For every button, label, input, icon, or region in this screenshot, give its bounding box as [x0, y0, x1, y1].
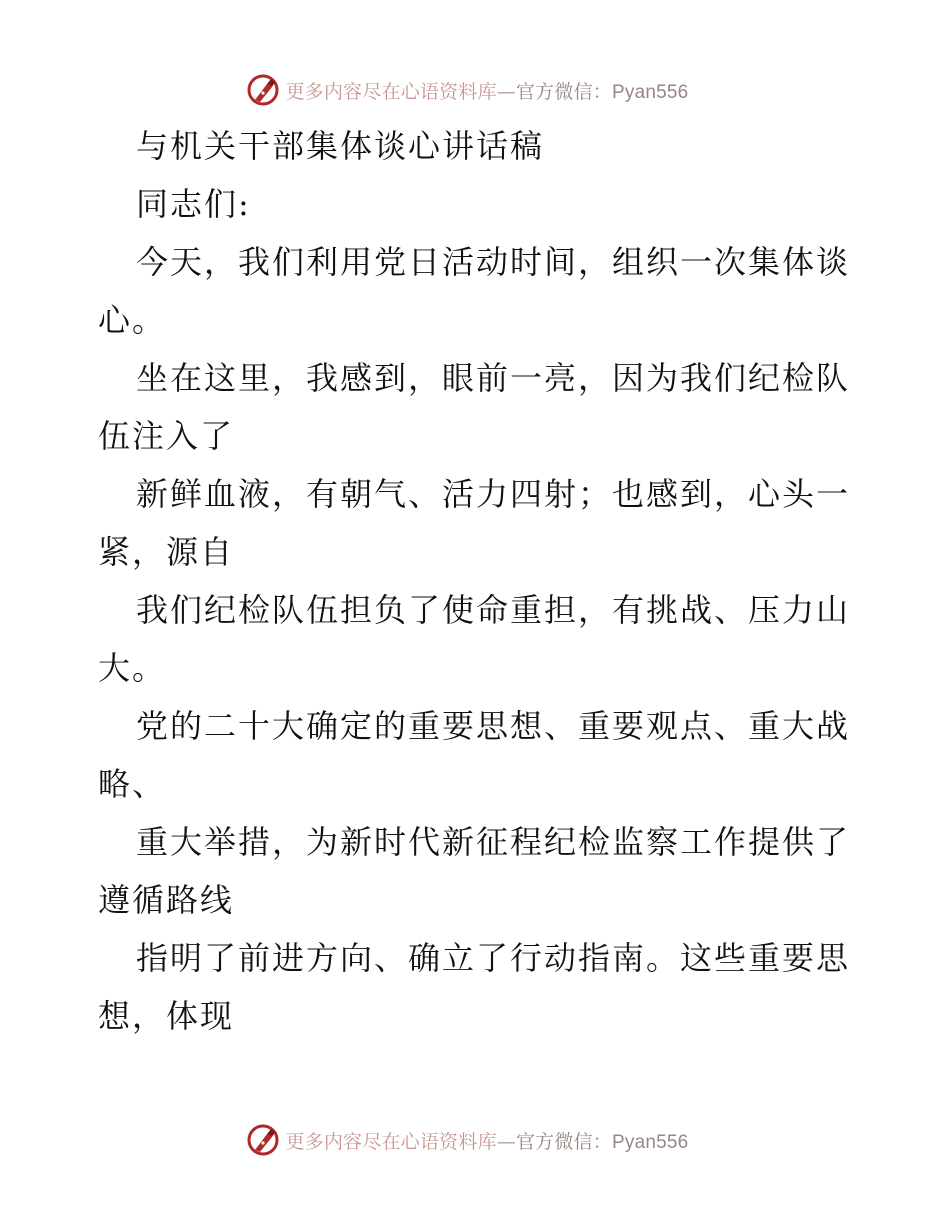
- pen-nib-circle-icon: [246, 1123, 280, 1157]
- document-body: [98, 117, 858, 1045]
- watermark-dash: —: [496, 80, 516, 103]
- paragraph-line: 坐在这里，我感到，眼前一亮，因为我们纪检队: [136, 359, 851, 397]
- watermark-main: 更多内容尽在心语资料库: [285, 1130, 497, 1153]
- paragraph-line: 重大举措，为新时代新征程纪检监察工作提供了: [136, 823, 851, 861]
- watermark-sub: 官方微信：: [515, 1130, 612, 1153]
- paragraph-line: 新鲜血液，有朝气、活力四射；也感到，心头一: [136, 475, 851, 513]
- paragraph-line: 大。: [98, 649, 167, 687]
- watermark-id: Pyan556: [612, 81, 689, 103]
- watermark-sub: 官方微信：: [515, 80, 612, 103]
- watermark-inner: [246, 1123, 689, 1157]
- paragraph-line: 略、: [98, 765, 167, 803]
- footer-watermark: [0, 1120, 950, 1160]
- watermark-text: [286, 77, 689, 104]
- document-title: 与机关干部集体谈心讲话稿: [136, 127, 545, 165]
- paragraph-line: 我们纪检队伍担负了使命重担，有挑战、压力山: [136, 591, 851, 629]
- watermark-dash: —: [496, 1130, 516, 1153]
- watermark-id: Pyan556: [612, 1131, 689, 1153]
- pen-nib-circle-icon: [246, 73, 280, 107]
- paragraph-line: 指明了前进方向、确立了行动指南。这些重要思: [136, 939, 851, 977]
- paragraph-line: 想，体现: [98, 997, 235, 1035]
- salutation: 同志们:: [136, 185, 251, 223]
- paragraph-line: 伍注入了: [98, 417, 235, 455]
- header-watermark: [0, 70, 950, 110]
- watermark-main: 更多内容尽在心语资料库: [285, 80, 497, 103]
- paragraph-line: 遵循路线: [98, 881, 235, 919]
- watermark-text: [286, 1127, 689, 1154]
- watermark-inner: [246, 73, 689, 107]
- paragraph-line: 今天，我们利用党日活动时间，组织一次集体谈: [136, 243, 851, 281]
- paragraph-line: 紧，源自: [98, 533, 235, 571]
- paragraph-line: 心。: [98, 301, 167, 339]
- paragraph-line: 党的二十大确定的重要思想、重要观点、重大战: [136, 707, 851, 745]
